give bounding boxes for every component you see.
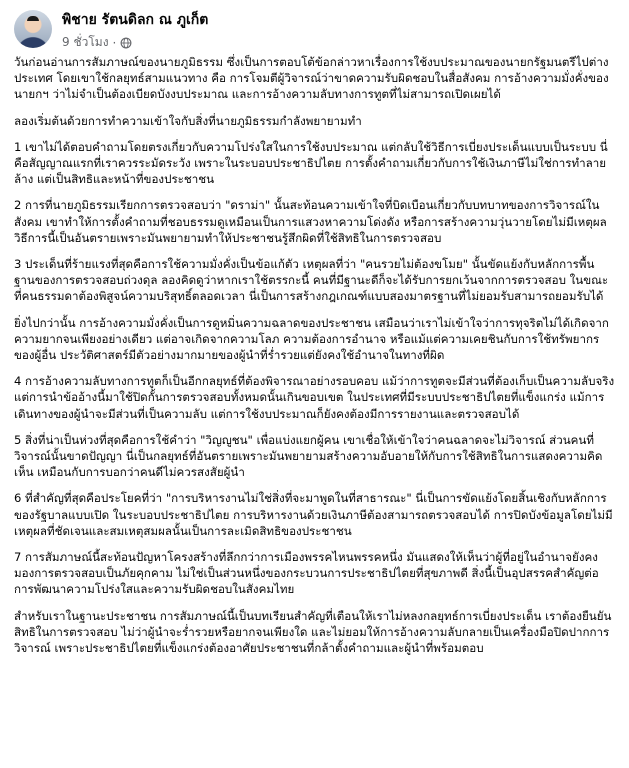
post-subtitle — [62, 33, 208, 52]
post-paragraph: 2 การที่นายภูมิธรรมเรียกการตรวจสอบว่า "ดราม่า" นั้นสะท้อนความเข้าใจที่บิดเบือนเกี่ยวกับบทบาทของการวิจารณ์ในสังคม เขาทำให้การตั้งคำถามที่ชอบธรรมดูเหมือนเป็นการแสวงหาความโด่งดัง หรือการสร้างความวุ่นวายโดยไม่มีเหตุผล วิธีการนี้เป็นอันตรายเพราะมันพยายามทำให้ประชาชนรู้สึกผิดที่ใช้สิทธิในการตรวจสอบ — [14, 198, 607, 245]
post-header — [14, 8, 619, 52]
post-paragraph: ลองเริ่มต้นด้วยการทำความเข้าใจกับสิ่งที่นายภูมิธรรมกำลังพยายามทำ — [14, 113, 362, 128]
author-avatar[interactable] — [14, 10, 52, 48]
post-paragraph: 7 การสัมภาษณ์นี้สะท้อนปัญหาโครงสร้างที่ลึกกว่าการเมืองพรรคไหนพรรคหนึ่ง มันแสดงให้เห็นว่าผู้ที่อยู่ในอำนาจยังคงมองการตรวจสอบเป็นภัยคุกคาม ไม่ใช่เป็นส่วนหนึ่งของกระบวนการประชาธิปไตยที่สุขภาพดี สิ่งนี้เป็นอุปสรรคสำคัญต่อการพัฒนาความโปร่งใสและความรับผิดชอบในสังคมไทย — [14, 550, 599, 597]
post-paragraph: 5 สิ่งที่น่าเป็นห่วงที่สุดคือการใช้คำว่า "วิญญูชน" เพื่อแบ่งแยกผู้คน เขาเชื่อให้เข้าใจว่าคนฉลาดจะไม่วิจารณ์ ส่วนคนที่วิจารณ์นั้นขาดปัญญา นี่เป็นกลยุทธ์ที่อันตรายเพราะมันพยายามสร้างความอับอายให้กับการใช้สิทธิในการแสดงความคิดเห็น เหมือนกับการบอกว่าคนดีไม่ควรสงสัยผู้นำ — [14, 432, 603, 480]
post-paragraph: สำหรับเราในฐานะประชาชน การสัมภาษณ์นี้เป็นบทเรียนสำคัญที่เตือนให้เราไม่หลงกลยุทธ์การเบี่ยงประเด็น เราต้องยืนยันสิทธิในการตรวจสอบ ไม่ว่าผู้นำจะร่ำรวยหรือยากจนเพียงใด และไม่ยอมให้การอ้างความลับกลายเป็นเครื่องมือปิดปากการวิจารณ์ เพราะประชาธิปไตยที่แข็งแกร่งต้องอาศัยประชาชนที่กล้าตั้งคำถามและผู้นำที่พร้อมตอบ — [14, 608, 612, 656]
globe-icon[interactable] — [120, 37, 132, 49]
post-paragraph: 3 ประเด็นที่ร้ายแรงที่สุดคือการใช้ความมั่งคั่งเป็นข้อแก้ตัว เหตุผลที่ว่า "คนรวยไม่ต้องขโมย" นั้นขัดแย้งกับหลักการพื้นฐานของการตรวจสอบถ่วงดุล ลองคิดดูว่าหากเราใช้ตรรกะนี้ คนที่มีฐานะดีก็จะได้รับการยกเว้นจากการตรวจสอบ ในขณะที่คนธรรมดาต้องพิสูจน์ความบริสุทธิ์ตลอดเวลา นี่เป็นการสร้างกฎเกณฑ์แบบสองมาตรฐานที่ไม่ยอมรับสามารถยอมรับได้ — [14, 257, 609, 304]
post-paragraph: 1 เขาไม่ได้ตอบคำถามโดยตรงเกี่ยวกับความโปร่งใสในการใช้งบประมาณ แต่กลับใช้วิธีการเบี่ยงประเด็นแบบเป็นระบบ นี่คือสัญญาณแรกที่เราควรระมัดระวัง เพราะในระบอบประชาธิปไตย การตั้งคำถามเกี่ยวกับการใช้เงินภาษีไม่ใช่การทำลายล้าง แต่เป็นสิทธิและหน้าที่ของประชาชน — [14, 139, 608, 187]
separator-dot: · — [112, 35, 117, 50]
post-meta — [62, 8, 208, 52]
post-body — [14, 54, 619, 656]
post-paragraph: 6 ที่สำคัญที่สุดคือประโยคที่ว่า "การบริหารงานไม่ใช่สิ่งที่จะมาพูดในที่สาธารณะ" นี่เป็นการขัดแย้งโดยสิ้นเชิงกับหลักการของรัฐบาลแบบเปิด ในระบอบประชาธิปไตย การบริหารงานด้วยเงินภาษีต้องสามารถตรวจสอบได้ การปิดบังข้อมูลโดยไม่มีเหตุผลที่ชัดเจนและสมเหตุสมผลนั้นเป็นการละเมิดสิทธิของประชาชน — [14, 491, 613, 538]
post-paragraph: วันก่อนอ่านการสัมภาษณ์ของนายภูมิธรรม ซึ่งเป็นการตอบโต้ข้อกล่าวหาเรื่องการใช้งบประมาณของนายกรัฐมนตรีไปต่างประเทศ โดยเขาใช้กลยุทธ์สามแนวทาง คือ การโจมตีผู้วิจารณ์ว่าขาดความรับผิดชอบในสื่อสังคม การอ้างความมั่งคั่งของนายกฯ ว่าไม่จำเป็นต้องเบียดบังงบประมาณ และการอ้างความลับทางการทูตที่ไม่สามารถเปิดเผยได้ — [14, 55, 609, 102]
post-paragraph: ยิ่งไปกว่านั้น การอ้างความมั่งคั่งเป็นการดูหมิ่นความฉลาดของประชาชน เสมือนว่าเราไม่เข้าใจว่าการทุจริตไม่ได้เกิดจากความยากจนเพียงอย่างเดียว แต่อาจเกิดจากความโลภ ความต้องการอำนาจ หรือแม้แต่ความเคยชินกับการใช้ทรัพยากรของผู้อื่น ประวัติศาสตร์มีตัวอย่างมากมายของผู้นำที่ร่ำรวยแต่ยังคงใช้อำนาจในทางที่ผิด — [14, 315, 609, 363]
post-paragraph: 4 การอ้างความลับทางการทูตก็เป็นอีกกลยุทธ์ที่ต้องพิจารณาอย่างรอบคอบ แม้ว่าการทูตจะมีส่วนที่ต้องเก็บเป็นความลับจริง แต่การนำข้ออ้างนี้มาใช้ปิดกั้นการตรวจสอบทั้งหมดนั้นเกินขอบเขต ในประเทศที่มีระบบประชาธิปไตยที่แข็งแกร่ง แม้การเดินทางของผู้นำจะมีส่วนที่เป็นความลับ แต่การใช้งบประมาณก็ยังคงต้องมีการรายงานและตรวจสอบได้ — [14, 374, 615, 421]
post-timestamp[interactable]: 9 ชั่วโมง — [62, 35, 109, 49]
author-name[interactable]: พิชาย รัตนดิลก ณ ภูเก็ต — [62, 12, 209, 28]
